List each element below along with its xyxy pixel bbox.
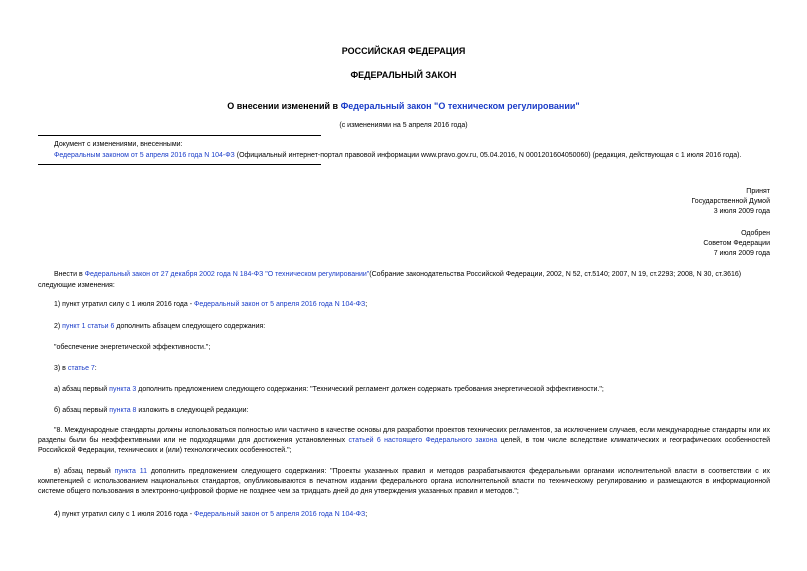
top-divider [38,135,321,136]
document-title [0,101,807,111]
law-type-heading: ФЕДЕРАЛЬНЫЙ ЗАКОН [350,70,457,80]
item-3 [54,364,97,373]
title-prefix: О внесении изменений в [227,101,341,111]
intro-paragraph [54,270,741,279]
intro-paragraph-end: следующие изменения: [38,282,115,289]
intro-text-a: Внести в [54,271,85,278]
item-3a-end: дополнить предложением следующего содержания: "Технический регламент должен содержать требования энергетической эффективности."; [136,386,604,393]
item-3c-text-b: дополнить предложением следующего содержания: "Проекты указанных правил и методов разрабатываются федеральными органами исполнительной власти в соответствии с их компетенцией с использованием национальных стандартов, опубликовываются в печатном издании федерального органа исполнительной власти по техническому регулированию и размещаются в информационной системе общего пользования в электронно-цифровой форме не позднее чем за тридцать дней до дня утверждения указанных правил и методов."; [38,468,771,495]
amendments-line [54,151,741,160]
amendments-source: (Официальный интернет-портал правовой информации www.pravo.gov.ru, 05.04.2016, N 0001201604050060) (редакция, действующая с 1 июля 2016 года). [234,152,742,159]
item-3-text: 3) в [54,365,68,372]
clause-8-new-text [38,426,770,456]
item-2-end: дополнить абзацем следующего содержания: [114,323,266,330]
intro-text-b: (Собрание законодательства Российской Федерации, 2002, N 52, ст.5140; 2007, N 19, ст.2293; 2008, N 30, ст.3616) [369,271,742,278]
clause-3-link[interactable]: пункта 3 [109,386,137,393]
duma-date: 3 июля 2009 года [713,208,770,215]
clause-11-link[interactable]: пункта 11 [114,468,147,475]
duma-label: Государственной Думой [691,198,770,205]
title-law-link[interactable]: Федеральный закон "О техническом регулировании" [340,101,580,111]
article-6-law-link[interactable]: статьей 6 настоящего Федерального закона [348,437,498,444]
item-3b [54,406,249,415]
item-4-end: ; [365,511,368,518]
item-3-end: : [94,365,97,372]
country-heading: РОССИЙСКАЯ ФЕДЕРАЦИЯ [341,46,466,56]
item-1-end: ; [365,301,368,308]
article-6-link[interactable]: пункт 1 статьи 6 [62,323,115,330]
item-3a-text: а) абзац первый [54,386,110,393]
edition-note: (с изменениями на 5 апреля 2016 года) [339,122,468,129]
item-2 [54,322,265,331]
clause-8-text-a: "8. Международные стандарты должны использоваться полностью или частично в качестве основы для разработки проектов технических регламентов, за исключением случаев, если международные стандарты или их разделы были бы неэффективными или не подходящими для достижения установленных [38,427,770,444]
council-date: 7 июля 2009 года [713,250,770,257]
council-label: Советом Федерации [703,240,770,247]
item-2-quote: "обеспечение энергетической эффективности."; [54,344,211,351]
item-2-text: 2) [54,323,63,330]
item-1-text: 1) пункт утратил силу с 1 июля 2016 года - [54,301,195,308]
item-3c [38,467,770,497]
council-approval-block [703,229,770,259]
bottom-divider [38,164,321,165]
item-3b-end: изложить в следующей редакции: [136,407,249,414]
clause-8-link[interactable]: пункта 8 [109,407,137,414]
law-184fz-link[interactable]: Федеральный закон от 27 декабря 2002 года N 184-ФЗ "О техническом регулировании" [84,271,370,278]
approved-label: Одобрен [741,230,770,237]
item-4-text: 4) пункт утратил силу с 1 июля 2016 года - [54,511,195,518]
accepted-label: Принят [746,188,770,195]
article-7-link[interactable]: статье 7 [67,365,95,372]
item-3a [54,385,604,394]
item-3c-text-a: в) абзац первый [54,468,115,475]
clause-8-text-b: целей, в том числе вследствие климатических и географических особенностей Российской Федерации, технических и (или) технологических особенностей."; [38,437,771,454]
amendment-104fz-link[interactable]: Федеральным законом от 5 апреля 2016 года N 104-ФЗ [54,152,235,159]
item-1-link[interactable]: Федеральный закон от 5 апреля 2016 года N 104-ФЗ [194,301,366,308]
duma-adoption-block [691,187,770,217]
item-3b-text: б) абзац первый [54,407,110,414]
amendments-intro: Документ с изменениями, внесенными: [54,141,183,148]
item-4-link[interactable]: Федеральный закон от 5 апреля 2016 года N 104-ФЗ [194,511,366,518]
item-4 [54,510,367,519]
item-1 [54,300,367,309]
